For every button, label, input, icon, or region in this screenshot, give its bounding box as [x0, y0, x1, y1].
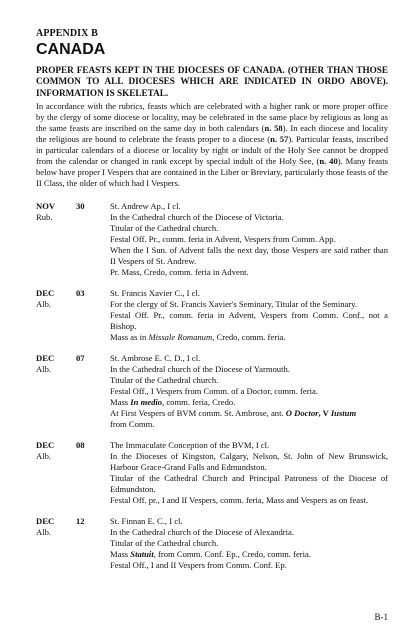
entry-line: St. Finnan E. C., I cl.: [110, 516, 183, 527]
entry-line: from Comm.: [110, 419, 155, 430]
entry-line: Festal Off. Pr., comm. feria in Advent, Vespers from Comm. App.: [110, 234, 336, 245]
section-heading: PROPER FEASTS KEPT IN THE DIOCESES OF CANADA. (OTHER THAN THOSE COMMON TO ALL DIOCESES WHICH ARE INDICATED IN ORDO ABOVE). INFORMATION IS SKELETAL.: [36, 65, 388, 98]
intro-text-1: In accordance with the rubrics, feasts which are celebrated with a higher rank or more proper office by the clergy of some diocese or locality, may be celebrated in the same place by religious as long as the same feasts are inscribed on the same day in both calendars (: [36, 101, 388, 134]
versicle-incipit: Iustum: [330, 408, 357, 419]
entry-line: Titular of the Cathedral church.: [110, 538, 219, 549]
entry-color: Alb.: [36, 527, 52, 538]
entry-color: Rub.: [36, 212, 53, 223]
intro-paragraph: [36, 101, 388, 189]
document-page: [36, 28, 388, 581]
entry-line: When the I Sun. of Advent falls the next day, those Vespers are said rather than II Vespers of St. Andrew.: [110, 245, 388, 267]
mass-prefix: Mass as in: [110, 332, 149, 343]
entry-mass-line: [110, 397, 388, 408]
entry-body: [110, 516, 388, 571]
entry-line: St. Andrew Ap., I cl.: [110, 201, 181, 212]
feast-entry: [36, 353, 388, 430]
entry-mass-line: [110, 549, 388, 560]
entry-line: For the clergy of St. Francis Xavier's Seminary, Titular of the Seminary.: [110, 299, 358, 310]
entry-color: Alb.: [36, 451, 52, 462]
entry-body: [110, 201, 388, 278]
entry-line: In the Cathedral church of the Diocese of Yarmouth.: [110, 364, 290, 375]
entry-month: DEC: [36, 353, 55, 364]
entry-mass-line: [110, 332, 388, 343]
entry-line: Titular of the Cathedral church.: [110, 223, 219, 234]
entry-color: Alb.: [36, 299, 52, 310]
entry-month: DEC: [36, 440, 55, 451]
entry-day: 08: [76, 440, 85, 451]
entry-line: In the Cathedral church of the Diocese of Victoria.: [110, 212, 284, 223]
mass-incipit: Statuit: [130, 549, 154, 560]
feast-entry: [36, 516, 388, 571]
entry-color: Alb.: [36, 364, 52, 375]
entry-line: St. Francis Xavier C., I cl.: [110, 288, 200, 299]
entry-month: NOV: [36, 201, 56, 212]
entry-line: In the Dioceses of Kingston, Calgary, Nelson, St. John of New Brunswick, Harbour Grace-Grand Falls and Edmundston.: [110, 451, 388, 473]
entry-month: DEC: [36, 516, 55, 527]
entry-line: Festal Off., I Vespers from Comm. of a Doctor, comm. feria.: [110, 386, 318, 397]
entry-day: 07: [76, 353, 85, 364]
mass-suffix: , from Comm. Conf. Ep., Credo, comm. feria.: [153, 549, 311, 560]
entry-day: 03: [76, 288, 85, 299]
entry-line: Festal Off. Pr., comm. feria in Advent, Vespers from Comm. Conf., not a Bishop.: [110, 310, 388, 332]
mass-incipit: In medio: [130, 397, 163, 408]
intro-ref-3: n. 40: [319, 156, 338, 167]
intro-ref-2: n. 57: [270, 134, 289, 145]
entry-line: Titular of the Cathedral Church and Principal Patroness of the Diocese of Edmundston.: [110, 473, 388, 495]
page-number: B-1: [374, 612, 388, 622]
entry-line: St. Ambrose E. C. D., I cl.: [110, 353, 201, 364]
entry-line: The Immaculate Conception of the BVM, I cl.: [110, 440, 270, 451]
entry-line: Festal Off., I and II Vespers from Comm. Conf. Ep.: [110, 560, 287, 571]
appendix-label: APPENDIX B: [36, 28, 98, 39]
feast-entry: [36, 201, 388, 278]
intro-ref-1: n. 58: [264, 123, 283, 134]
entry-body: [110, 440, 388, 506]
page-title: CANADA: [36, 41, 106, 58]
entry-vespers-line: [110, 408, 388, 419]
vespers-prefix: At First Vespers of BVM comm. St. Ambrose, ant.: [110, 408, 286, 419]
intro-text-4: ). Many feasts below have proper I Vespers that are contained in the Liber or Breviary, particularly those feasts of the II Class, the older of which had I Vespers.: [36, 156, 388, 189]
entry-body: [110, 353, 388, 430]
entry-month-column: [36, 201, 76, 278]
entry-day: 30: [76, 201, 85, 212]
versicle-mark: , V: [318, 408, 331, 419]
entry-line: In the Cathedral church of the Diocese of Alexandria.: [110, 527, 294, 538]
feast-entry: [36, 288, 388, 343]
intro-text-3: ). Particular feasts, inscribed in particular calendars of a diocese or locality by right or indult of the Holy See cannot be dropped from the calendar or changed in rank except by special indult of the Holy See, (: [36, 134, 389, 167]
mass-suffix: , Credo, comm. feria.: [212, 332, 286, 343]
entry-month-column: [36, 516, 76, 571]
entry-month: DEC: [36, 288, 55, 299]
mass-prefix: Mass: [110, 397, 131, 408]
entry-body: [110, 288, 388, 343]
entry-month-column: [36, 353, 76, 430]
entry-day: 12: [76, 516, 85, 527]
entry-line: Pr. Mass, Credo, comm. feria in Advent.: [110, 267, 249, 278]
mass-prefix: Mass: [110, 549, 131, 560]
entry-line: Festal Off. pr., I and II Vespers, comm. feria, Mass and Vespers as on feast.: [110, 495, 368, 506]
entry-month-column: [36, 288, 76, 343]
mass-incipit: Missale Romanum: [148, 332, 213, 343]
entry-line: Titular of the Cathedral church.: [110, 375, 219, 386]
entry-month-column: [36, 440, 76, 506]
antiphon-incipit: O Doctor: [285, 408, 319, 419]
mass-suffix: , comm. feria, Credo.: [162, 397, 236, 408]
feast-entry: [36, 440, 388, 506]
intro-text-2: ). In each diocese and locality the religious are bound to celebrate the feasts proper to a diocese (: [36, 123, 388, 145]
